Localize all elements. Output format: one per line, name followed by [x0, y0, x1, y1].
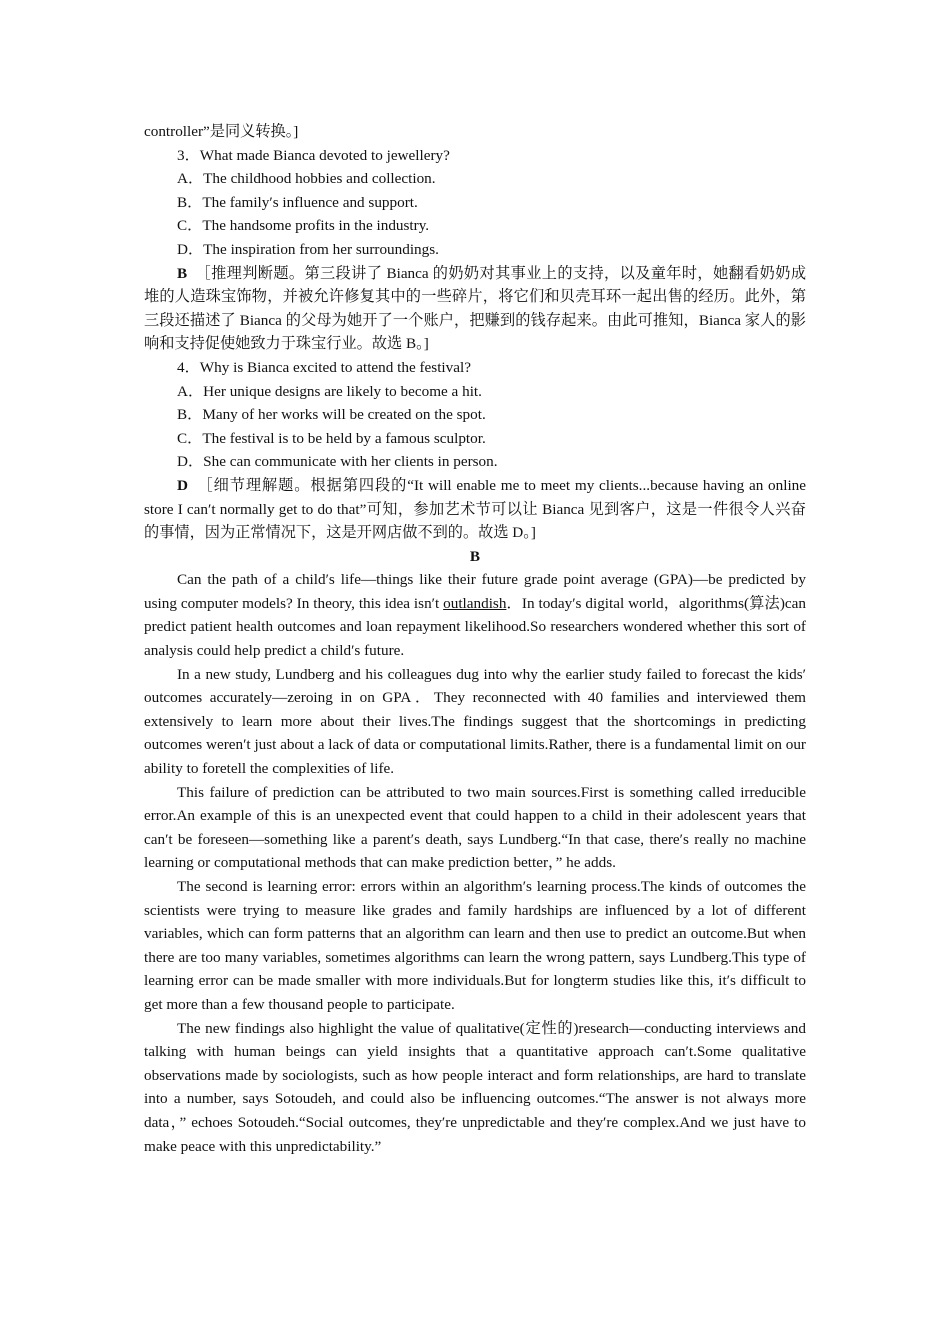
question-4-option-c: C．The festival is to be held by a famous sculptor.: [177, 429, 486, 447]
question-3-option-c: C．The handsome profits in the industry.: [177, 217, 430, 235]
question-4-option-a: A．Her unique designs are likely to become a hit.: [177, 382, 482, 400]
p1-text-before: Can the path of a child′s life—things like their future grade point average (GPA)—be predicted by using computer models? In theory, this idea isn′t: [144, 571, 806, 612]
passage-paragraph-3: This failure of prediction can be attributed to two main sources.First is something called irreducible error.An example of this is an unexpected event that could happen to a child in their adolescent years that can′t be foreseen—something like a parent′s death, says Lundberg.“In that case, there′s really no machine learning or computational methods that can make prediction better，” he adds.: [144, 783, 806, 872]
passage-paragraph-4: The second is learning error: errors within an algorithm′s learning process.The kinds of outcomes the scientists were trying to measure like grades and family hardships are influenced by a lot of different variables, which can form patterns that an algorithm can learn and then use to predict an outcome.But when there are too many variables, sometimes algorithms can learn the wrong pattern, says Lundberg.This type of learning error can be made smaller with more individuals.But for longterm studies like this, it′s difficult to get more than a few thousand people to participate.: [144, 878, 806, 1013]
document-page: [144, 120, 806, 1158]
question-3-answer-block: [144, 262, 806, 356]
question-4-explanation: ［细节理解题。根据第四段的“It will enable me to meet my clients...because having an online store I can′t normally get to do that”可知，参加艺术节可以让 Bianca 见到客户，这是一件很令人兴奋的事情，因为正常情况下，这是开网店做不到的。故选 D。]: [144, 476, 807, 542]
question-4-answer: D: [177, 476, 188, 494]
passage-paragraph-2: In a new study, Lundberg and his colleagues dug into why the earlier study failed to forecast the kids′ outcomes accurately—zeroing in on GPA．They reconnected with 40 families and interviewed them extensively to learn more about their lives.The findings suggest that the shortcomings in predicting outcomes weren′t just about a lack of data or computational limits.Rather, there is a fundamental limit on our ability to foretell the complexities of life.: [144, 665, 806, 778]
previous-explanation-fragment: controller”是同义转换。]: [144, 123, 299, 140]
question-3-option-d: D．The inspiration from her surroundings.: [177, 240, 439, 258]
underlined-word: outlandish: [443, 594, 507, 612]
question-3-option-a: A．The childhood hobbies and collection.: [177, 170, 436, 188]
passage-paragraph-1: [144, 568, 806, 662]
question-4-stem: 4．Why is Bianca excited to attend the festival?: [177, 358, 471, 376]
p1-text-after: ．In today′s digital world，algorithms(算法)can predict patient health outcomes and loan repayment likelihood.So researchers wondered whether this sort of analysis could help predict a child′s future.: [144, 594, 806, 660]
question-4-answer-block: [144, 474, 806, 545]
question-4-option-b: B．Many of her works will be created on the spot.: [177, 406, 486, 424]
question-3-explanation: ［推理判断题。第三段讲了 Bianca 的奶奶对其事业上的支持，以及童年时，她翻看奶奶成堆的人造珠宝饰物，并被允许修复其中的一些碎片，将它们和贝壳耳环一起出售的经历。此外，第三段还描述了 Bianca 的父母为她开了一个账户，把赚到的钱存起来。由此可推知，Bianca 家人的影响和支持促使她致力于珠宝行业。故选 B。]: [144, 264, 807, 353]
question-3-answer: B: [177, 264, 188, 282]
passage-paragraph-5: The new findings also highlight the value of qualitative(定性的)research—conducting interviews and talking with human beings can yield insights that a quantitative approach can′t.Some qualitative observations made by sociologists, such as how people interact and form relationships, are hard to translate into a number, says Sotoudeh, and could also be influencing outcomes.“The answer is not always more data，” echoes Sotoudeh.“Social outcomes, they′re unpredictable and they′re complex.And we just have to make peace with this unpredictability.”: [144, 1019, 806, 1155]
question-3-option-b: B．The family′s influence and support.: [177, 193, 418, 211]
section-title: B: [469, 547, 481, 565]
question-3-stem: 3．What made Bianca devoted to jewellery?: [177, 146, 450, 164]
question-4-option-d: D．She can communicate with her clients in person.: [177, 453, 498, 471]
